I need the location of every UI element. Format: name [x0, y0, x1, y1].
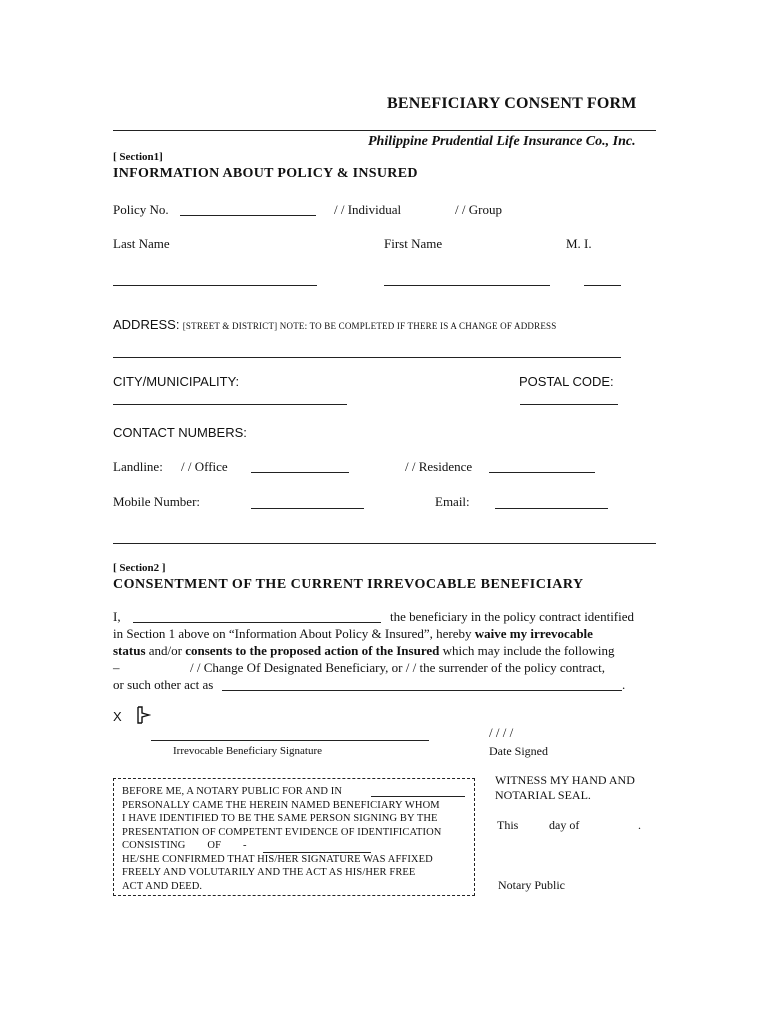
- individual-option[interactable]: / / Individual: [334, 202, 402, 217]
- notary-line-5a: CONSISTING: [122, 840, 186, 851]
- postal-code-field[interactable]: [520, 404, 618, 405]
- consent-andor: and/or: [148, 643, 182, 658]
- consent-text-1: the beneficiary in the policy contract identified: [390, 609, 635, 624]
- signature-caption: Irrevocable Beneficiary Signature: [173, 745, 323, 757]
- consent-status: status: [113, 643, 146, 658]
- consent-waive: waive my irrevocable: [474, 626, 593, 641]
- notary-line-1: BEFORE ME, A NOTARY PUBLIC FOR AND IN: [122, 786, 343, 797]
- notary-box: [113, 778, 475, 896]
- address-row: [113, 317, 556, 333]
- address-label: ADDRESS:: [113, 317, 180, 332]
- mi-label: M. I.: [566, 236, 592, 251]
- notary-id-field[interactable]: [263, 841, 371, 853]
- day-of-label: day of: [549, 818, 580, 832]
- last-name-field[interactable]: [113, 285, 317, 286]
- city-label: CITY/MUNICIPALITY:: [113, 374, 240, 389]
- policy-no-field[interactable]: [180, 215, 316, 216]
- residence-option[interactable]: / / Residence: [405, 459, 473, 474]
- office-option[interactable]: / / Office: [181, 459, 228, 474]
- notary-period: .: [638, 818, 641, 832]
- consent-i: I,: [113, 609, 121, 624]
- beneficiary-name-field[interactable]: [133, 622, 381, 623]
- date-signed-label: Date Signed: [489, 744, 548, 758]
- section2-heading: CONSENTMENT OF THE CURRENT IRREVOCABLE BENEFICIARY: [113, 577, 584, 592]
- consent-text-2a: in Section 1 above on “Information About Policy & Insured”, hereby: [113, 626, 472, 641]
- notary-line-4: PRESENTATION OF COMPETENT EVIDENCE OF IDENTIFICATION: [122, 826, 442, 838]
- address-field[interactable]: [113, 357, 621, 358]
- consent-line-2: [113, 626, 593, 642]
- notary-place-field[interactable]: [371, 785, 465, 797]
- first-name-field[interactable]: [384, 285, 550, 286]
- office-field[interactable]: [251, 472, 349, 473]
- postal-code-label: POSTAL CODE:: [519, 374, 614, 389]
- section1-heading: INFORMATION ABOUT POLICY & INSURED: [113, 166, 418, 181]
- section-divider: [113, 543, 656, 544]
- landline-label: Landline:: [113, 459, 163, 474]
- notary-text: [122, 785, 465, 893]
- mobile-number-label: Mobile Number:: [113, 494, 201, 509]
- header-divider: [113, 130, 656, 131]
- first-name-label: First Name: [384, 236, 443, 251]
- residence-field[interactable]: [489, 472, 595, 473]
- policy-no-label: Policy No.: [113, 202, 169, 217]
- email-field[interactable]: [495, 508, 608, 509]
- notary-line-3: I HAVE IDENTIFIED TO BE THE SAME PERSON SIGNING BY THE: [122, 813, 438, 824]
- notary-line-5b: OF: [207, 840, 222, 851]
- consent-line-5: or such other act as: [113, 677, 214, 692]
- consent-dash: –: [113, 660, 120, 675]
- notary-public-label: Notary Public: [498, 878, 565, 892]
- section1-tag: [ Section1]: [113, 151, 163, 163]
- email-label: Email:: [435, 494, 470, 509]
- contact-numbers-label: CONTACT NUMBERS:: [113, 425, 247, 440]
- last-name-label: Last Name: [113, 236, 170, 251]
- address-note: [STREET & DISTRICT] NOTE: TO BE COMPLETED IF THERE IS A CHANGE OF ADDRESS: [182, 321, 557, 331]
- other-act-field[interactable]: [222, 690, 622, 691]
- notary-line-6: HE/SHE CONFIRMED THAT HIS/HER SIGNATURE WAS AFFIXED: [122, 853, 433, 865]
- witness-line-2: NOTARIAL SEAL.: [495, 788, 591, 802]
- section2-tag: [ Section2 ]: [113, 562, 166, 574]
- company-name: Philippine Prudential Life Insurance Co., Inc.: [368, 134, 636, 149]
- group-option[interactable]: / / Group: [455, 202, 502, 217]
- mobile-number-field[interactable]: [251, 508, 364, 509]
- consent-proposed: consents to the proposed action of the Insured: [185, 643, 440, 658]
- signature-x-mark: X: [113, 709, 122, 724]
- consent-line-3: [113, 643, 614, 659]
- city-field[interactable]: [113, 404, 347, 405]
- this-label: This: [497, 818, 519, 832]
- notary-line-5c: -: [243, 840, 247, 851]
- consent-period: .: [622, 677, 626, 692]
- witness-line-1: WITNESS MY HAND AND: [495, 773, 635, 787]
- mi-field[interactable]: [584, 285, 621, 286]
- signature-cursor-icon: [137, 705, 151, 725]
- consent-line-1: [113, 609, 121, 625]
- notary-line-8: ACT AND DEED.: [122, 880, 203, 892]
- beneficiary-signature-field[interactable]: [151, 740, 429, 741]
- notary-line-7: FREELY AND VOLUTARILY AND THE ACT AS HIS/HER FREE: [122, 867, 416, 878]
- notary-line-2: PERSONALLY CAME THE HEREIN NAMED BENEFICIARY WHOM: [122, 799, 440, 811]
- date-signed-field[interactable]: / / / /: [489, 725, 514, 740]
- form-title: BENEFICIARY CONSENT FORM: [387, 95, 637, 112]
- consent-text-3d: which may include the following: [442, 643, 615, 658]
- change-beneficiary-option[interactable]: / / Change Of Designated Beneficiary, or / / the surrender of the policy contract,: [190, 660, 606, 675]
